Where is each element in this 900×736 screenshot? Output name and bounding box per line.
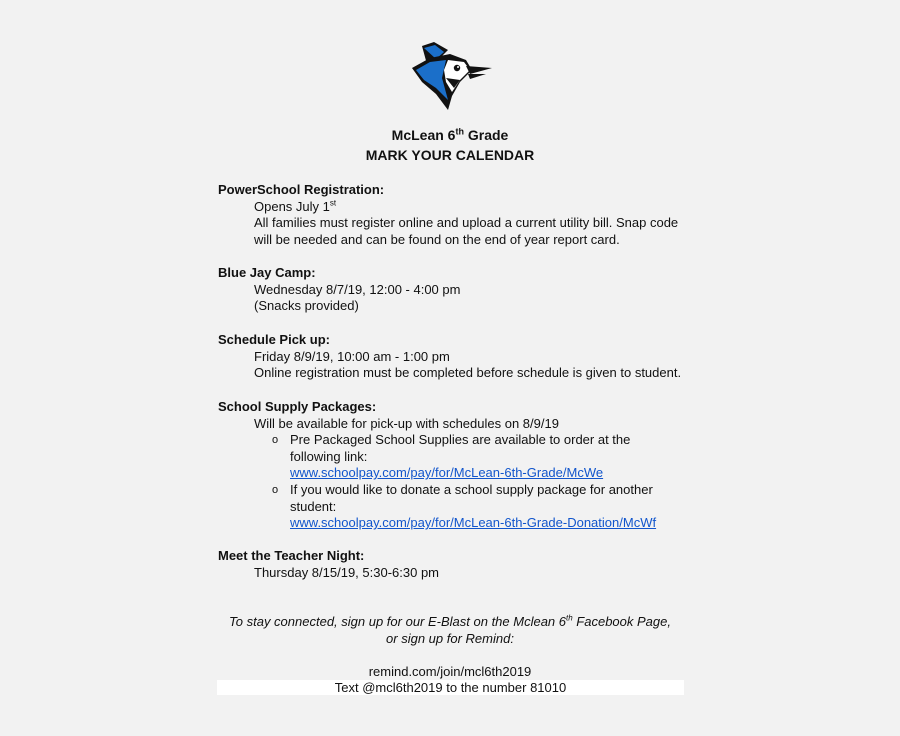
section-heading: Meet the Teacher Night: <box>218 548 365 563</box>
schoolpay-link[interactable]: www.schoolpay.com/pay/for/McLean-6th-Grade/McWe <box>290 465 604 481</box>
section-blue-jay-camp <box>218 265 688 315</box>
footer-italic-line-1 <box>0 614 900 631</box>
bullet-text: student: <box>290 498 337 514</box>
title-line-1 <box>0 127 900 143</box>
body-line: Thursday 8/15/19, 5:30-6:30 pm <box>254 564 440 580</box>
title-text-end: Grade <box>463 127 509 143</box>
bullet-text: If you would like to donate a school supply package for another <box>290 481 653 497</box>
footer-italic-line-2: or sign up for Remind: <box>386 631 514 646</box>
body-line: All families must register online and upload a current utility bill. Snap code <box>254 215 679 231</box>
bullet-circle-icon: o <box>272 434 279 447</box>
blue-jay-logo <box>408 38 494 114</box>
title-line-2: MARK YOUR CALENDAR <box>365 147 535 163</box>
section-heading: Schedule Pick up: <box>218 332 330 347</box>
section-schedule-pickup <box>218 332 688 382</box>
opens-superscript: st <box>329 198 337 208</box>
bullet-text: Pre Packaged School Supplies are available to order at the <box>290 432 631 448</box>
bullet-item <box>218 432 688 482</box>
body-line: (Snacks provided) <box>254 298 359 314</box>
text-instruction-box: Text @mcl6th2019 to the number 81010 <box>217 680 684 695</box>
opens-line <box>218 199 688 216</box>
opens-text: Opens July 1 <box>254 198 330 214</box>
bullet-item <box>218 482 688 532</box>
section-powerschool <box>218 182 688 248</box>
body-line: Online registration must be completed before schedule is given to student. <box>254 365 682 381</box>
section-meet-teacher <box>218 548 688 581</box>
footer-text: To stay connected, sign up for our E-Blast on the Mclean 6 <box>229 614 567 629</box>
title-superscript: th <box>455 126 464 137</box>
section-heading: PowerSchool Registration: <box>218 182 385 197</box>
bullet-circle-icon: o <box>272 483 279 496</box>
bullet-text: following link: <box>290 448 368 464</box>
footer-text-end: Facebook Page, <box>572 614 671 629</box>
section-school-supply <box>218 399 688 532</box>
body-line: Wednesday 8/7/19, 12:00 - 4:00 pm <box>254 281 461 297</box>
body-line: Will be available for pick-up with schedules on 8/9/19 <box>254 415 559 431</box>
body-line: will be needed and can be found on the end of year report card. <box>254 231 620 247</box>
footer-superscript: th <box>566 613 573 623</box>
schoolpay-donation-link[interactable]: www.schoolpay.com/pay/for/McLean-6th-Grade-Donation/McWf <box>290 515 657 531</box>
section-heading: Blue Jay Camp: <box>218 265 316 280</box>
remind-url: remind.com/join/mcl6th2019 <box>368 664 532 679</box>
title-text: McLean 6 <box>391 127 456 143</box>
section-heading: School Supply Packages: <box>218 399 377 414</box>
body-line: Friday 8/9/19, 10:00 am - 1:00 pm <box>254 348 450 364</box>
